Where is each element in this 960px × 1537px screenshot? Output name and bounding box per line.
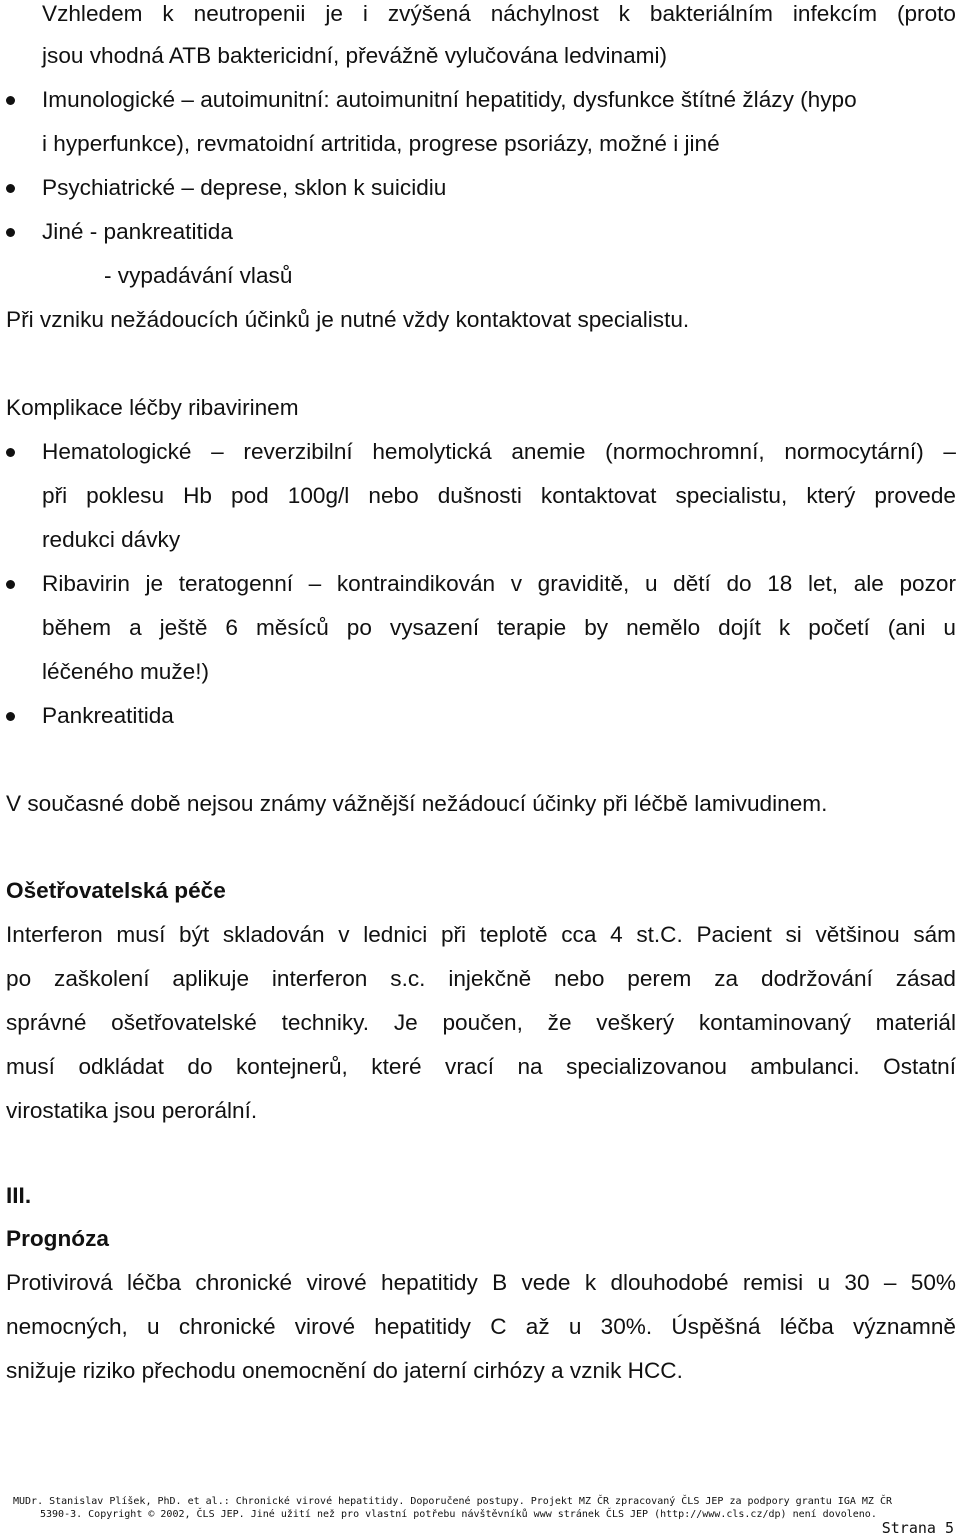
nursing-line-2: po zaškolení aplikuje interferon s.c. injekčně nebo perem za dodržování zásad (6, 966, 956, 991)
nursing-heading: Ošetřovatelská péče (6, 878, 226, 903)
hema-line-2: při poklesu Hb pod 100g/l nebo dušnosti kontaktovat specialistu, který provede (42, 483, 956, 508)
lamivudine-note: V současné době nejsou známy vážnější nežádoucí účinky při léčbě lamivudinem. (6, 791, 828, 816)
nursing-line-3: správné ošetřovatelské techniky. Je poučen, že veškerý kontaminovaný materiál (6, 1010, 956, 1035)
terat-line-2: během a ještě 6 měsíců po vysazení terapie by nemělo dojít k početí (ani u (42, 615, 956, 640)
footer-citation-line-1: MUDr. Stanislav Plíšek, PhD. et al.: Chronické virové hepatitidy. Doporučené postupy. Projekt MZ ČR zpracovaný ČLS JEP za podpory grantu IGA MZ ČR (13, 1496, 892, 1507)
bullet-icon (6, 96, 15, 105)
nursing-line-4: musí odkládat do kontejnerů, které vrací na specializovanou ambulanci. Ostatní (6, 1054, 956, 1079)
bullet-icon (6, 580, 15, 589)
immuno-line-1: Imunologické – autoimunitní: autoimunitní hepatitidy, dysfunkce štítné žlázy (hypo (42, 87, 857, 112)
nursing-line-1: Interferon musí být skladován v lednici při teplotě cca 4 st.C. Pacient si většinou sám (6, 922, 956, 947)
terat-line-1: Ribavirin je teratogenní – kontraindikován v graviditě, u dětí do 18 let, ale pozor (42, 571, 956, 596)
neutropenia-line-2: jsou vhodná ATB baktericidní, převážně vylučována ledvinami) (42, 43, 668, 68)
immuno-line-2: i hyperfunkce), revmatoidní artritida, progrese psoriázy, možné i jiné (42, 131, 720, 156)
hema-line-3: redukci dávky (42, 527, 181, 552)
contact-note: Při vzniku nežádoucích účinků je nutné vždy kontaktovat specialistu. (6, 307, 690, 332)
other-line-2: - vypadávání vlasů (104, 263, 293, 288)
pancreatitis-item: Pankreatitida (42, 703, 174, 728)
footer-citation-line-2: 5390-3. Copyright © 2002, ČLS JEP. Jiné užití než pro vlastní potřebu návštěvníků www stránek ČLS JEP (http://www.cls.cz/dp) není dovoleno. (40, 1509, 877, 1520)
terat-line-3: léčeného muže!) (42, 659, 210, 684)
page-number: Strana 5 (881, 1519, 954, 1537)
psych-line: Psychiatrické – deprese, sklon k suicidiu (42, 175, 447, 200)
nursing-line-5: virostatika jsou perorální. (6, 1098, 258, 1123)
section-numeral: III. (6, 1183, 32, 1208)
prognosis-line-3: snižuje riziko přechodu onemocnění do jaterní cirhózy a vznik HCC. (6, 1358, 683, 1383)
bullet-icon (6, 184, 15, 193)
bullet-icon (6, 448, 15, 457)
prognosis-heading: Prognóza (6, 1226, 109, 1251)
prognosis-line-2: nemocných, u chronické virové hepatitidy C až u 30%. Úspěšná léčba významně (6, 1314, 956, 1339)
bullet-icon (6, 228, 15, 237)
prognosis-line-1: Protivirová léčba chronické virové hepatitidy B vede k dlouhodobé remisi u 30 – 50% (6, 1270, 956, 1295)
hema-line-1: Hematologické – reverzibilní hemolytická anemie (normochromní, normocytární) – (42, 439, 956, 464)
other-line-1: Jiné - pankreatitida (42, 219, 233, 244)
neutropenia-line-1: Vzhledem k neutropenii je i zvýšená náchylnost k bakteriálním infekcím (proto (42, 1, 956, 26)
ribavirin-heading: Komplikace léčby ribavirinem (6, 395, 299, 420)
bullet-icon (6, 712, 15, 721)
